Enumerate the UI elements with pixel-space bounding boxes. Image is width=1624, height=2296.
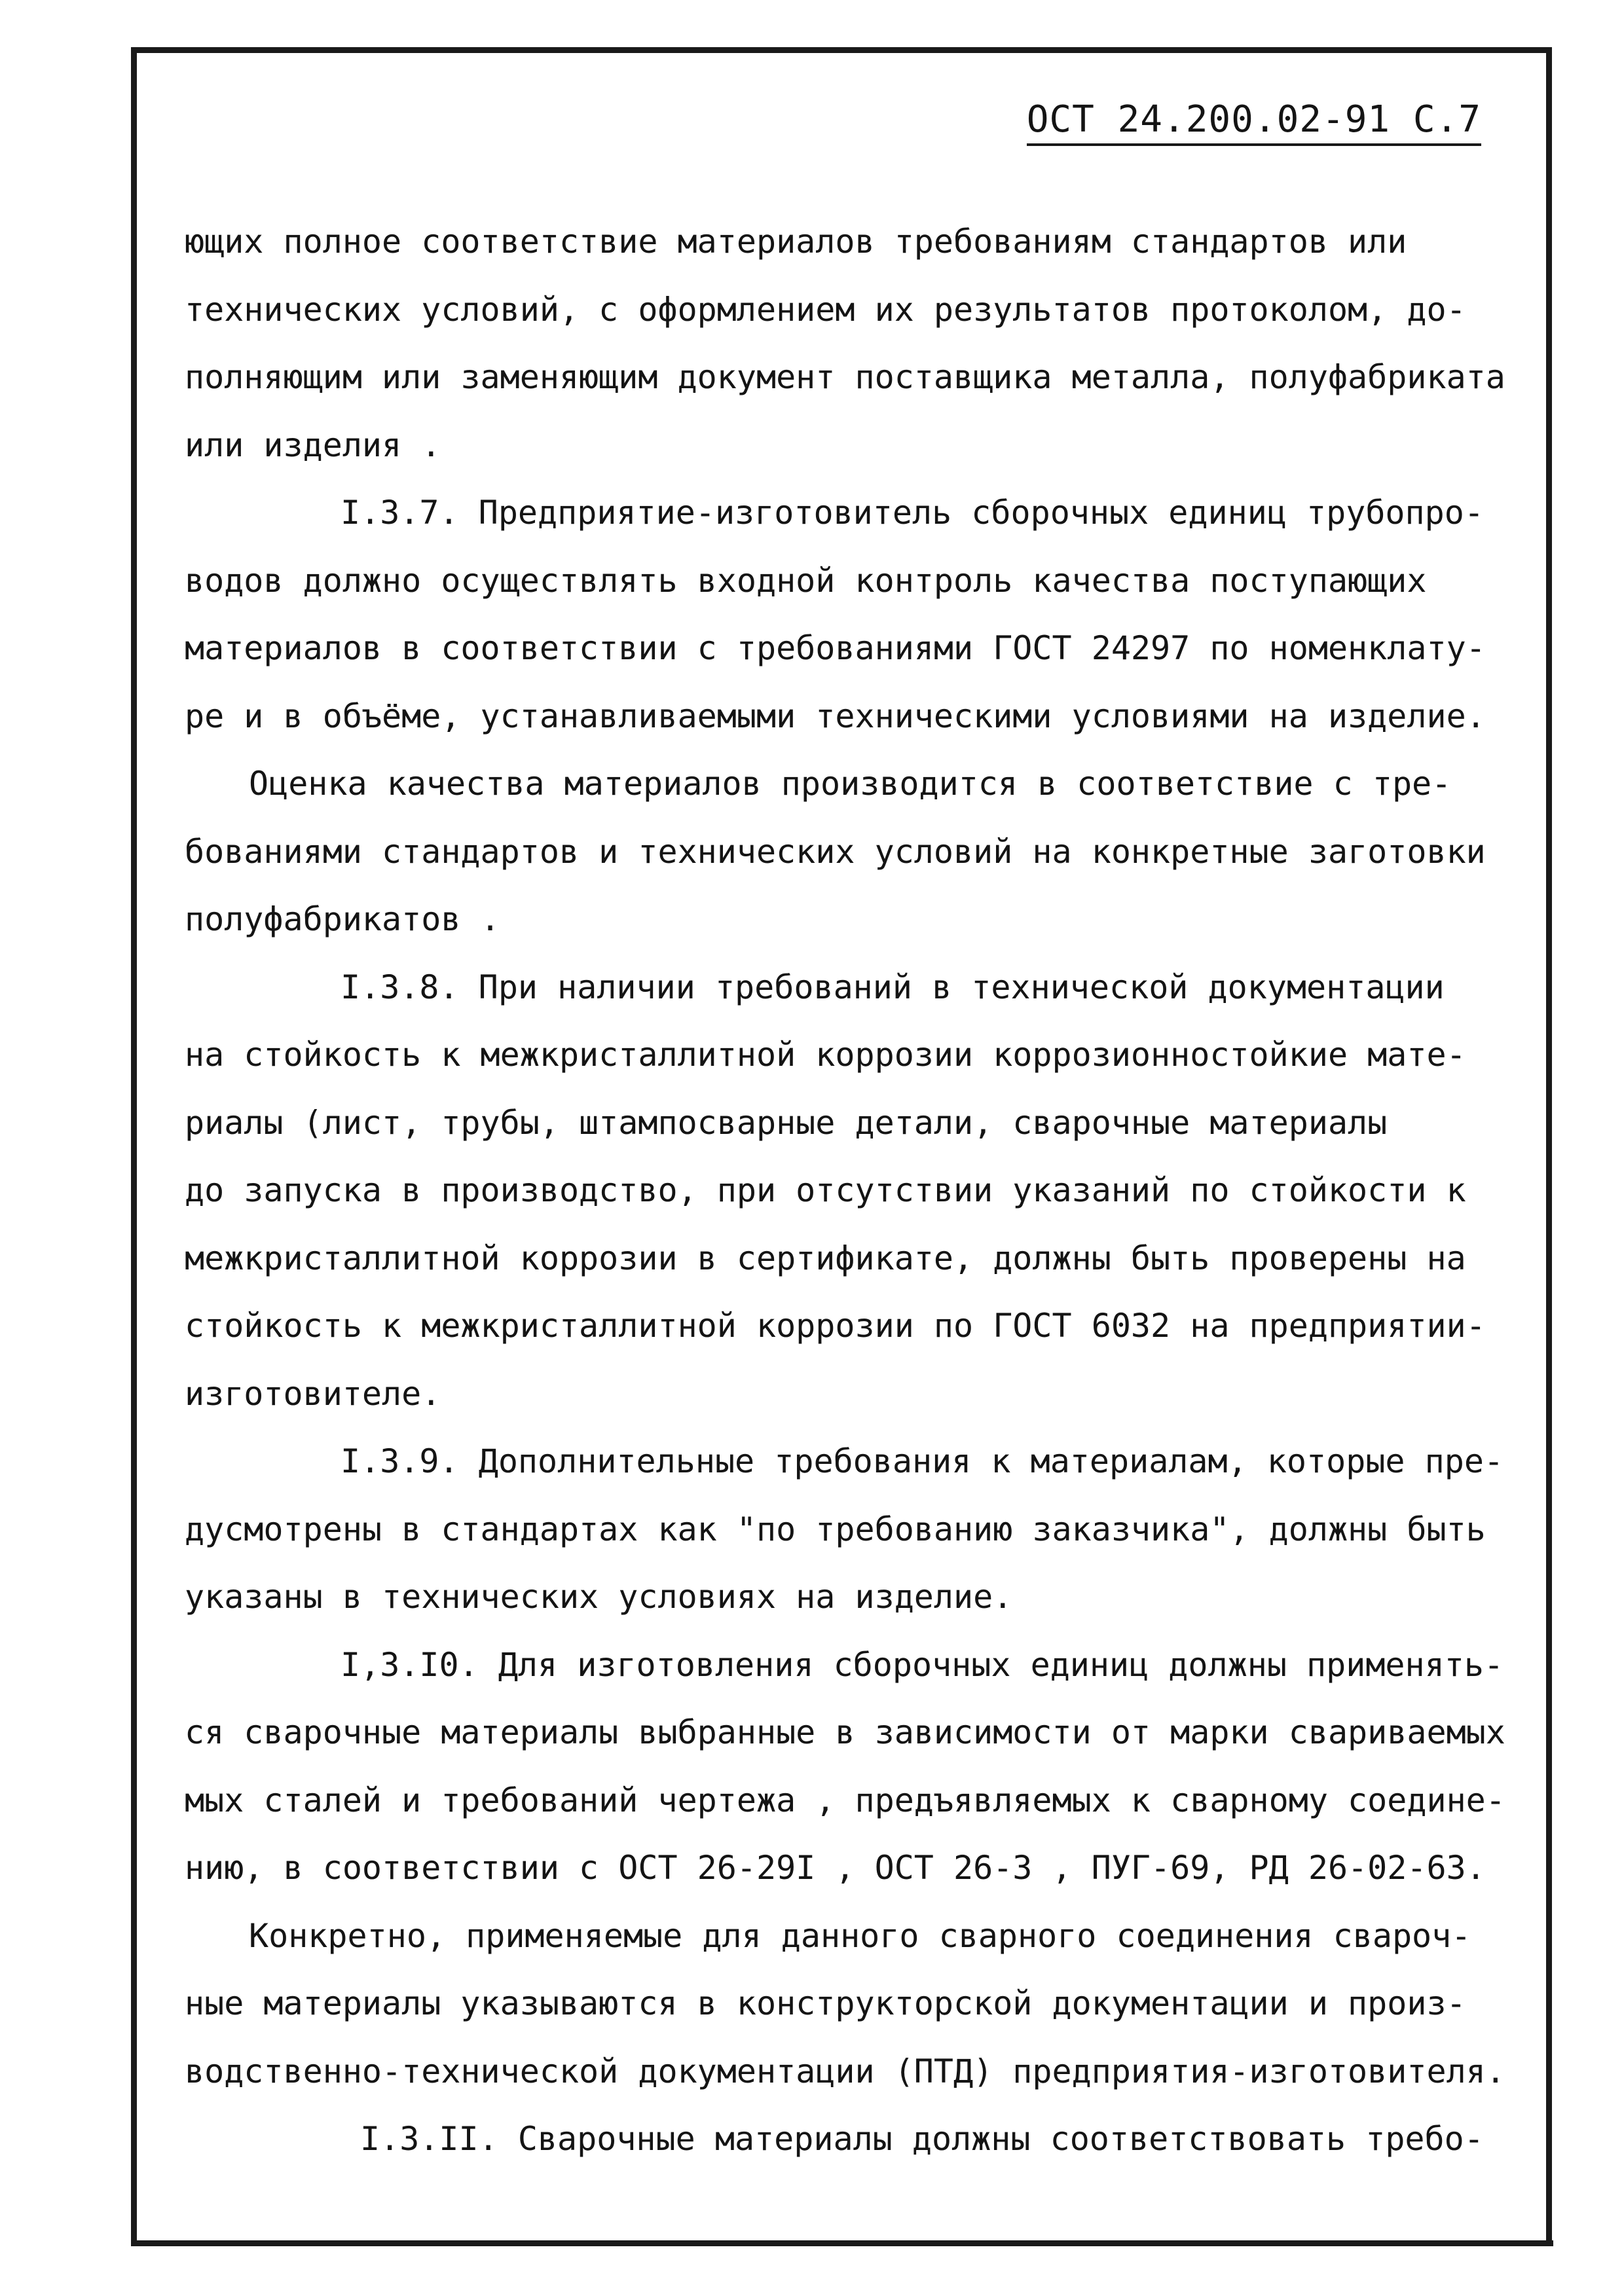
text-line: дусмотрены в стандартах как "по требованию заказчика", должны быть bbox=[185, 1510, 1486, 1548]
document-code-header: ОСТ 24.200.02-91 С.7 bbox=[1027, 98, 1481, 146]
text-line: материалов в соответствии с требованиями ГОСТ 24297 по номенклату- bbox=[185, 629, 1486, 667]
paragraph-start: Конкретно, применяемые для данного сварного соединения свароч- bbox=[249, 1916, 1471, 1955]
text-line: до запуска в производство, при отсутствии указаний по стойкости к bbox=[185, 1171, 1466, 1209]
text-line: стойкость к межкристаллитной коррозии по ГОСТ 6032 на предприятии- bbox=[185, 1307, 1486, 1345]
text-line: ющих полное соответствие материалов требованиям стандартов или bbox=[185, 223, 1407, 261]
text-line: нию, в соответствии с ОСТ 26-29I , ОСТ 26-3 , ПУГ-69, РД 26-02-63. bbox=[185, 1849, 1486, 1887]
page-frame-left bbox=[131, 47, 137, 2246]
page-frame-bottom bbox=[131, 2240, 1553, 2246]
text-line: водственно-технической документации (ПТД) предприятия-изготовителя. bbox=[185, 2052, 1505, 2090]
clause-1-3-7-heading: I.3.7. Предприятие-изготовитель сборочных единиц трубопро- bbox=[341, 494, 1484, 532]
page-frame-top bbox=[131, 47, 1551, 53]
page-frame-right bbox=[1546, 47, 1552, 2246]
clause-1-3-10-heading: I,3.I0. Для изготовления сборочных единиц должны применять- bbox=[341, 1645, 1504, 1684]
text-line: или изделия . bbox=[185, 426, 441, 464]
document-body bbox=[185, 208, 1535, 2174]
clause-1-3-9-heading: I.3.9. Дополнительные требования к материалам, которые пре- bbox=[341, 1442, 1504, 1480]
text-line: полуфабрикатов . bbox=[185, 900, 500, 938]
text-line: бованиями стандартов и технических условий на конкретные заготовки bbox=[185, 832, 1486, 871]
text-line: ные материалы указываются в конструкторской документации и произ- bbox=[185, 1984, 1466, 2022]
text-line: межкристаллитной коррозии в сертификате, должны быть проверены на bbox=[185, 1239, 1466, 1277]
text-line: технических условий, с оформлением их результатов протоколом, до- bbox=[185, 290, 1466, 329]
text-line: мых сталей и требований чертежа , предъявляемых к сварному соедине- bbox=[185, 1781, 1505, 1819]
text-line: изготовителе. bbox=[185, 1374, 441, 1413]
clause-1-3-11-heading: I.3.II. Сварочные материалы должны соответствовать требо- bbox=[360, 2120, 1484, 2158]
text-line: полняющим или заменяющим документ поставщика металла, полуфабриката bbox=[185, 358, 1505, 396]
text-line: указаны в технических условиях на изделие. bbox=[185, 1578, 1013, 1616]
text-line: ся сварочные материалы выбранные в зависимости от марки свариваемых bbox=[185, 1713, 1505, 1751]
text-line: на стойкость к межкристаллитной коррозии коррозионностойкие мате- bbox=[185, 1036, 1466, 1074]
text-line: ре и в объёме, устанавливаемыми техническими условиями на изделие. bbox=[185, 697, 1486, 735]
text-line: водов должно осуществлять входной контроль качества поступающих bbox=[185, 561, 1427, 600]
paragraph-start: Оценка качества материалов производится в соответствие с тре- bbox=[249, 765, 1452, 803]
text-line: риалы (лист, трубы, штампосварные детали, сварочные материалы bbox=[185, 1103, 1388, 1142]
clause-1-3-8-heading: I.3.8. При наличии требований в технической документации bbox=[341, 968, 1445, 1006]
